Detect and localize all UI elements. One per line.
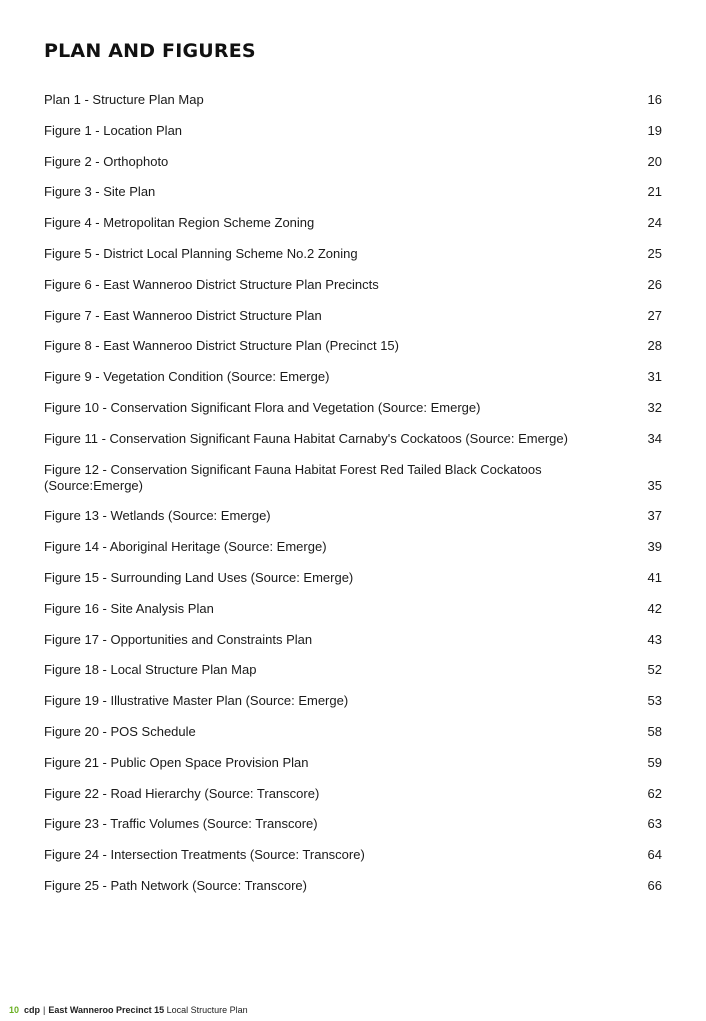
footer-separator: | (43, 1005, 46, 1015)
toc-entry-label: Figure 4 - Metropolitan Region Scheme Zoning (44, 215, 315, 231)
toc-entry-label: Figure 6 - East Wanneroo District Structure Plan Precincts (44, 276, 379, 292)
toc-entry (44, 724, 662, 740)
page-title: PLAN AND FIGURES (44, 40, 256, 62)
footer-project: East Wanneroo Precinct 15 (48, 1005, 165, 1015)
footer-page-number: 10 (9, 1005, 20, 1015)
toc-entry-page: 34 (647, 430, 662, 446)
toc-entry-page: 66 (647, 878, 662, 893)
toc-entry-label: Figure 22 - Road Hierarchy (Source: Transcore) (44, 785, 320, 801)
toc-entry (44, 338, 662, 354)
toc-entry (44, 308, 662, 324)
toc-entry-label: Figure 7 - East Wanneroo District Structure Plan (44, 307, 322, 323)
toc-entry-label: Plan 1 - Structure Plan Map (44, 92, 204, 107)
toc-entry-page: 28 (647, 338, 662, 354)
toc-entry (44, 570, 662, 586)
toc-entry (44, 786, 662, 802)
toc-entry (44, 539, 662, 555)
toc-entry (44, 601, 662, 617)
toc-entry-label: Figure 10 - Conservation Significant Flora and Vegetation (Source: Emerge) (44, 400, 481, 415)
toc-entry-label: Figure 19 - Illustrative Master Plan (Source: Emerge) (44, 693, 349, 709)
toc-entry-label: Figure 25 - Path Network (Source: Transcore) (44, 878, 307, 893)
toc-entry (44, 431, 662, 447)
toc-entry-label: Figure 9 - Vegetation Condition (Source: Emerge) (44, 369, 330, 385)
toc-entry-page: 27 (647, 307, 662, 323)
toc-entry-page: 35 (647, 477, 662, 493)
toc-entry (44, 184, 662, 200)
toc-entry-label: Figure 23 - Traffic Volumes (Source: Transcore) (44, 816, 318, 832)
toc-entry (44, 847, 662, 863)
toc-entry (44, 123, 662, 139)
toc-entry-label: Figure 24 - Intersection Treatments (Source: Transcore) (44, 847, 365, 863)
toc-entry (44, 369, 662, 385)
toc-entry-page: 19 (647, 122, 662, 138)
toc-entry-page: 39 (647, 539, 662, 555)
toc-entry-page: 21 (647, 184, 662, 200)
footer-brand: cdp (24, 1005, 41, 1015)
toc-entry (44, 878, 662, 894)
toc-entry-page: 58 (647, 724, 662, 739)
toc-entry-page: 31 (647, 369, 662, 385)
toc-entry-label: Figure 12 - Conservation Significant Fauna Habitat Forest Red Tailed Black Cockatoos (Source:Emerge) (44, 461, 542, 493)
toc-entry-page: 26 (647, 276, 662, 292)
toc-entry (44, 816, 662, 832)
toc-entry (44, 693, 662, 709)
page-footer (9, 1005, 248, 1015)
toc-entry (44, 154, 662, 170)
toc-entry-page: 16 (647, 92, 662, 107)
toc-entry-page: 59 (647, 754, 662, 770)
toc-entry-label: Figure 1 - Location Plan (44, 122, 183, 138)
toc-entry-label: Figure 15 - Surrounding Land Uses (Source: Emerge) (44, 570, 354, 585)
toc-entry (44, 92, 662, 108)
toc-entry-label: Figure 11 - Conservation Significant Fauna Habitat Carnaby's Cockatoos (Source: Emerge) (44, 430, 568, 446)
toc-entry-page: 43 (647, 631, 662, 647)
toc-entry (44, 400, 662, 416)
toc-entry-label: Figure 8 - East Wanneroo District Structure Plan (Precinct 15) (44, 338, 399, 354)
footer-doc-type: Local Structure Plan (166, 1005, 248, 1015)
toc-entry (44, 508, 662, 524)
toc-entry-label: Figure 21 - Public Open Space Provision Plan (44, 754, 309, 770)
toc-entry-label: Figure 20 - POS Schedule (44, 724, 196, 739)
toc-entry-label: Figure 13 - Wetlands (Source: Emerge) (44, 508, 271, 524)
toc-entry-page: 42 (647, 600, 662, 616)
toc-entry-page: 20 (647, 153, 662, 169)
toc-entry (44, 662, 662, 678)
toc-entry-page: 63 (647, 816, 662, 832)
toc-entry (44, 755, 662, 771)
toc-entry (44, 246, 662, 262)
toc-entry-label: Figure 3 - Site Plan (44, 184, 156, 200)
toc-entry (44, 277, 662, 293)
toc-entry-page: 32 (647, 400, 662, 415)
toc-entry-page: 37 (647, 508, 662, 524)
toc-entry-page: 25 (647, 246, 662, 261)
toc-entry-label: Figure 16 - Site Analysis Plan (44, 600, 214, 616)
toc-entry-page: 64 (647, 847, 662, 863)
toc-entry (44, 215, 662, 231)
toc-entry-label: Figure 18 - Local Structure Plan Map (44, 662, 257, 678)
toc-entry-label: Figure 14 - Aboriginal Heritage (Source: Emerge) (44, 539, 327, 555)
toc-entry-page: 41 (647, 570, 662, 585)
toc-entry-page: 53 (647, 693, 662, 709)
toc-entry (44, 462, 662, 494)
toc-entry-label: Figure 2 - Orthophoto (44, 153, 169, 169)
toc-entry-label: Figure 17 - Opportunities and Constraints Plan (44, 631, 313, 647)
toc-entry (44, 632, 662, 648)
toc-entry-page: 52 (647, 662, 662, 678)
toc-entry-label: Figure 5 - District Local Planning Scheme No.2 Zoning (44, 246, 358, 261)
toc-entry-page: 24 (647, 215, 662, 231)
toc-entry-page: 62 (647, 785, 662, 801)
